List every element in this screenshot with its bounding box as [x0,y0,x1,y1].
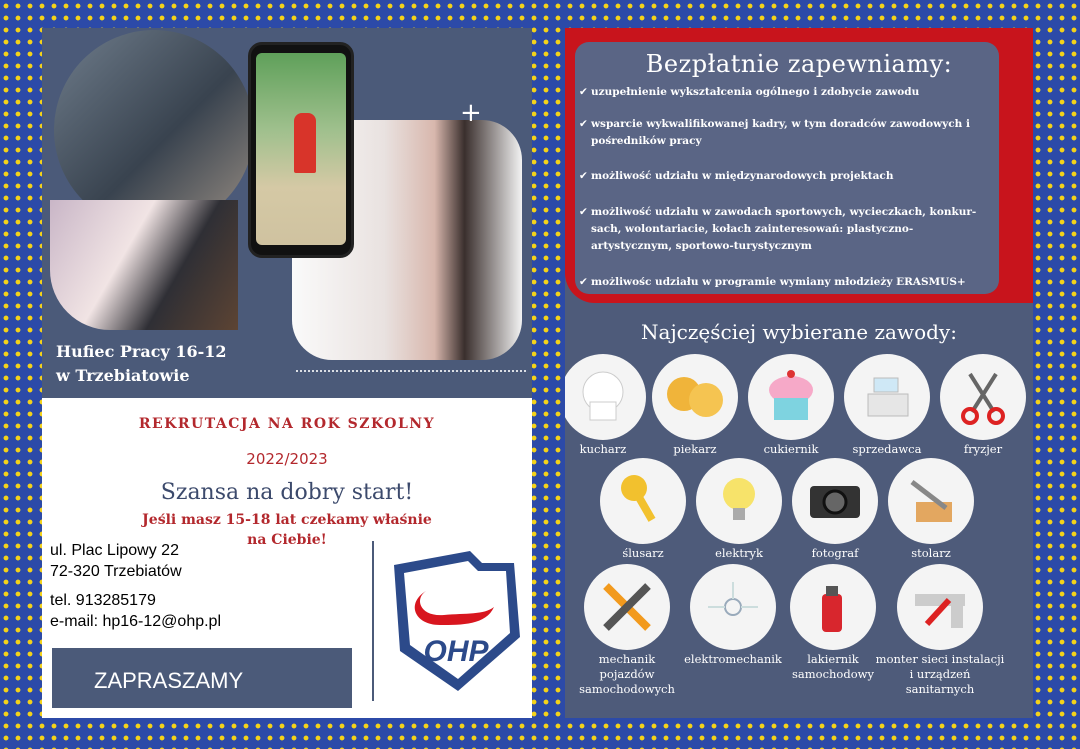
profession-item: elektromechanik [683,564,783,667]
profession-item: piekarz [645,354,745,457]
profession-item: monter sieci instalacji i urządzeń sanitarnych [875,564,1005,697]
profession-item: ślusarz [593,458,693,561]
phone-number: tel. 913285179 [50,592,156,609]
professions-title: Najczęściej wybierane zawody: [641,320,957,344]
slogan: Szansa na dobry start! [160,480,414,505]
benefit-item: ✔ możliwość udziału w międzynarodowych projektach [579,168,979,185]
check-icon: ✔ [579,276,588,288]
contact-info [50,590,221,632]
check-icon: ✔ [579,206,588,218]
profession-item: fryzjer [933,354,1033,457]
profession-item: stolarz [881,458,981,561]
left-panel [42,28,532,718]
benefit-item: ✔ możliwość udziału w zawodach sportowych, wycieczkach, konkur-sach, wolontariacie, kołach zainteresowań: plastyczno-artystycznym, sportowo-turystycznym [579,206,977,252]
invite-text: Jeśli masz 15-18 lat czekamy właśnie na Ciebie! [142,512,432,548]
saw-icon [888,458,974,544]
phone-volleyball-image [248,42,354,258]
ohp-logo [372,541,532,701]
address: ul. Plac Lipowy 22 72-320 Trzebiatów [50,542,182,580]
benefit-item: ✔ możliwośc udziału w programie wymiany młodzieży ERASMUS+ [579,274,979,291]
right-panel [565,28,1033,718]
cash-register-icon [844,354,930,440]
scissors-icon [940,354,1026,440]
profession-item: mechanik pojazdów samochodowych [577,564,677,697]
check-icon: ✔ [579,118,588,130]
benefit-item: ✔ wsparcie wykwalifikowanej kadry, w tym doradców zawodowych i pośredników pracy [579,118,970,147]
photo-collage [42,28,532,398]
cupcake-icon [748,354,834,440]
profession-item: sprzedawca [837,354,937,457]
camera-icon [792,458,878,544]
key-icon [600,458,686,544]
check-icon: ✔ [579,86,588,98]
check-icon: ✔ [579,170,588,182]
footer-text: ZAPRASZAMY [94,668,244,693]
profession-item: elektryk [689,458,789,561]
profession-item: kucharz [565,354,653,457]
pipe-wrench-icon [897,564,983,650]
recruit-title: REKRUTACJA NA ROK SZKOLNY [138,416,436,432]
ohp-logo-icon [374,541,532,701]
wrench-icon [584,564,670,650]
profession-item: fotograf [785,458,885,561]
school-year: 2022/2023 [246,450,328,468]
profession-item: cukiernik [741,354,841,457]
benefits-title: Bezpłatnie zapewniamy: [645,50,953,78]
divider [296,370,526,372]
svg-text:OHP: OHP [423,635,489,668]
benefit-item: ✔ uzupełnienie wykształcenia ogólnego i zdobycie zawodu [579,84,979,101]
chef-hat-icon [565,354,646,440]
circuit-icon [690,564,776,650]
plus-icon: + [460,98,482,128]
bread-icon [652,354,738,440]
light-bulb-icon [696,458,782,544]
email-address: e-mail: hp16-12@ohp.pl [50,613,222,630]
hairdresser-photo [50,200,238,330]
spray-can-icon [790,564,876,650]
profession-item: lakiernik samochodowy [783,564,883,682]
unit-name: Hufiec Pracy 16-12 w Trzebiatowie [56,342,227,385]
